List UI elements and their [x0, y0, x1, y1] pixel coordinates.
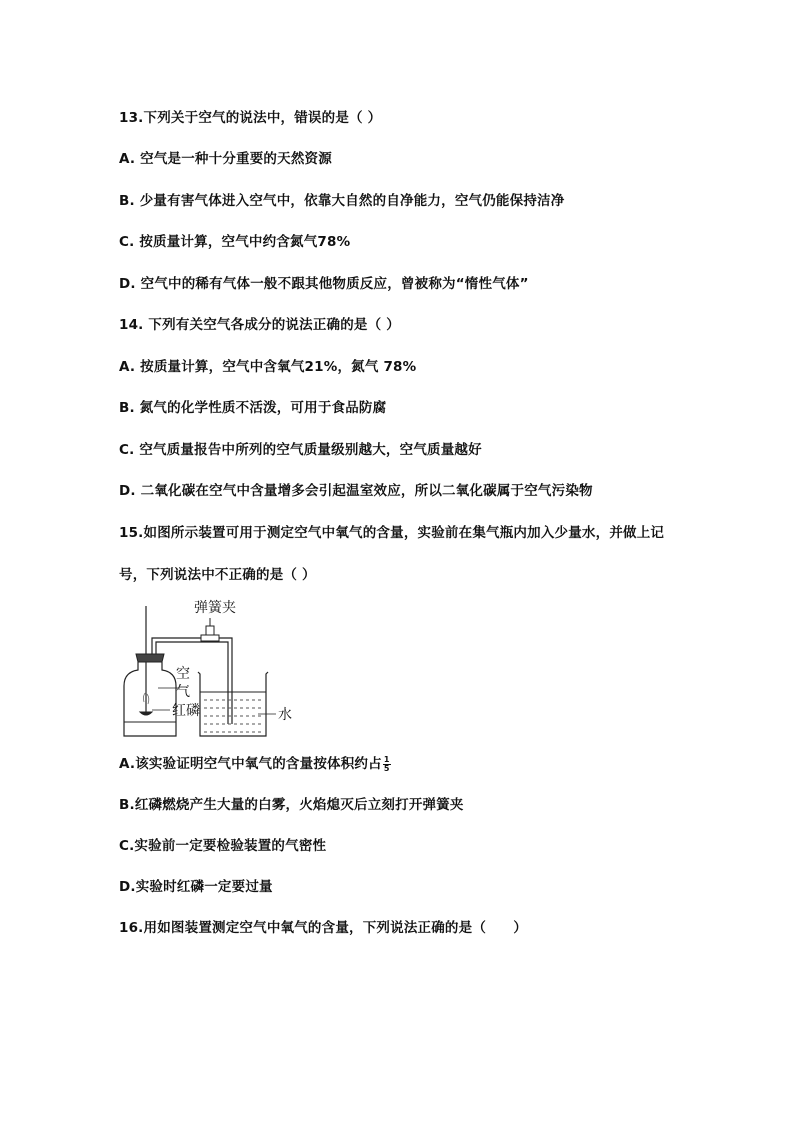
question-13-option-c: C. 按质量计算，空气中约含氮气78%	[119, 234, 351, 250]
question-15-option-a-text: A.该实验证明空气中氧气的含量按体积约占	[119, 756, 382, 772]
air-label-1: 空	[176, 666, 190, 682]
question-15-option-b: B.红磷燃烧产生大量的白雾，火焰熄灭后立刻打开弹簧夹	[119, 797, 464, 813]
phosphorus-label: 红磷	[172, 703, 200, 719]
question-13-option-a: A. 空气是一种十分重要的天然资源	[119, 151, 332, 167]
clamp-label: 弹簧夹	[194, 600, 236, 616]
question-15-stem-line1: 15.如图所示装置可用于测定空气中氧气的含量，实验前在集气瓶内加入少量水，并做上记	[119, 525, 665, 541]
question-15-stem-line2: 号，下列说法中不正确的是（ ）	[119, 567, 316, 583]
question-13-stem: 13.下列关于空气的说法中，错误的是（ ）	[119, 110, 382, 126]
question-14-option-b: B. 氮气的化学性质不活泼，可用于食品防腐	[119, 400, 387, 416]
fraction-denominator: 5	[383, 763, 390, 773]
question-14-stem: 14. 下列有关空气各成分的说法正确的是（ ）	[119, 317, 400, 333]
oxygen-measurement-apparatus-figure	[118, 596, 308, 742]
question-15-option-c: C.实验前一定要检验装置的气密性	[119, 838, 327, 854]
question-13-option-d: D. 空气中的稀有气体一般不跟其他物质反应，曾被称为“惰性气体”	[119, 276, 529, 292]
question-13-option-b: B. 少量有害气体进入空气中，依靠大自然的自净能力，空气仍能保持洁净	[119, 193, 565, 209]
question-14-option-d: D. 二氧化碳在空气中含量增多会引起温室效应，所以二氧化碳属于空气污染物	[119, 483, 593, 499]
question-14-option-a: A. 按质量计算，空气中含氧气21%，氮气 78%	[119, 359, 417, 375]
fraction-numerator: 1	[383, 754, 390, 764]
question-14-option-c: C. 空气质量报告中所列的空气质量级别越大，空气质量越好	[119, 442, 482, 458]
water-label: 水	[278, 707, 292, 723]
question-15-option-a	[119, 755, 391, 773]
question-16-stem: 16.用如图装置测定空气中氧气的含量，下列说法正确的是（ ）	[119, 920, 528, 936]
question-15-option-d: D.实验时红磷一定要过量	[119, 879, 273, 895]
fraction-one-fifth	[383, 756, 391, 773]
air-label-2: 气	[176, 684, 190, 700]
